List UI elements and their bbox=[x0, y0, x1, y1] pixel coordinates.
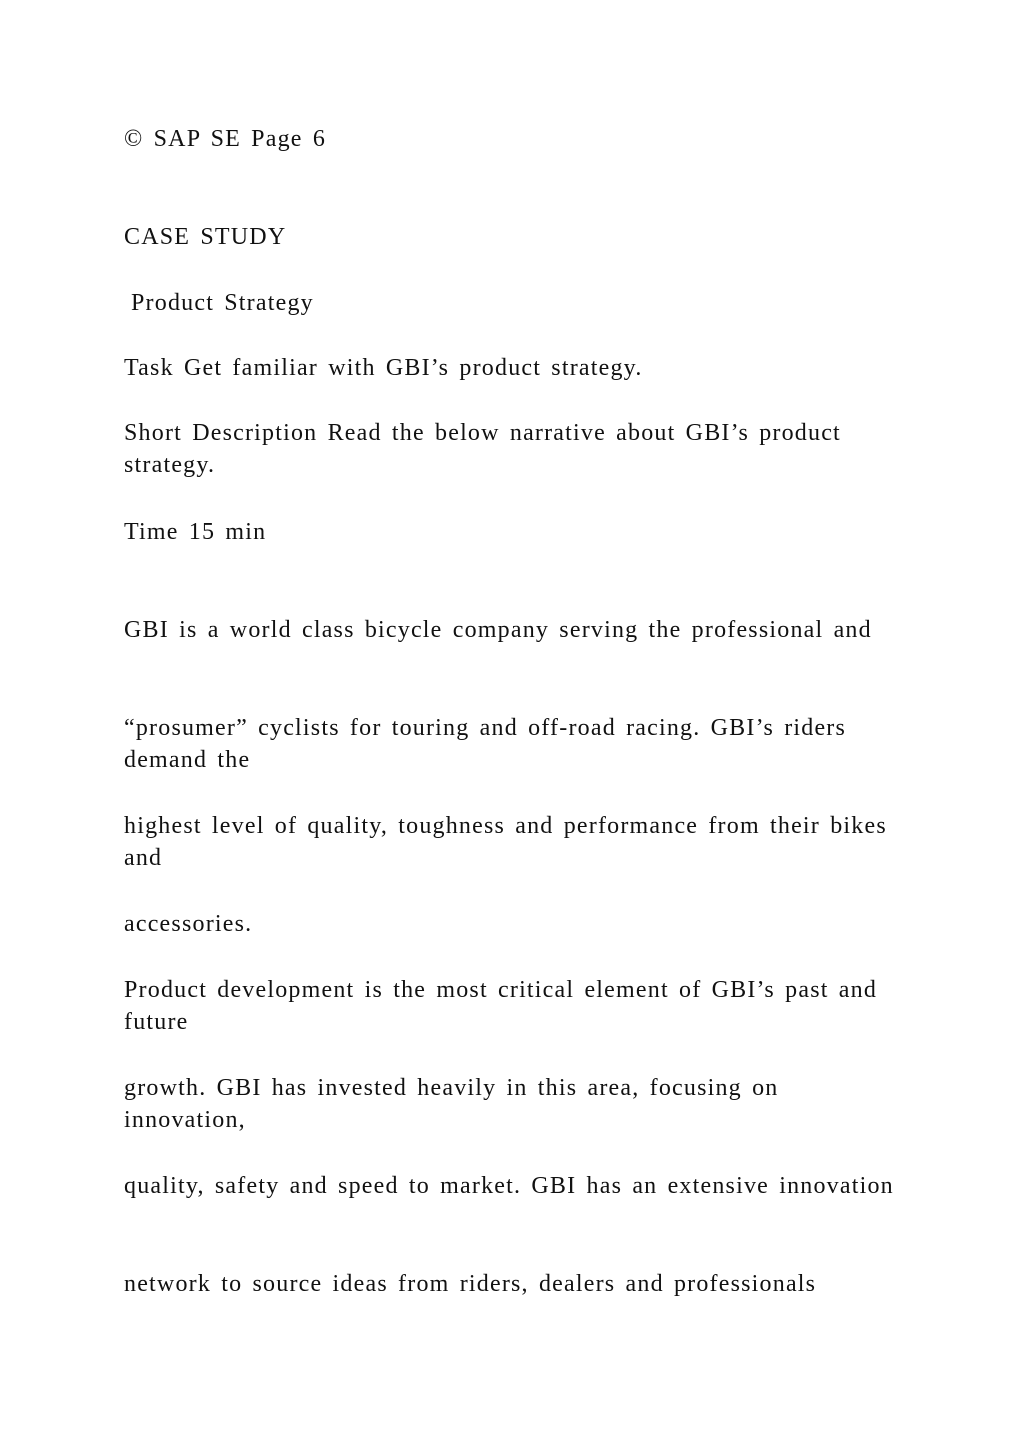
case-study-title: Product Strategy bbox=[131, 290, 314, 316]
copyright-header: © SAP SE Page 6 bbox=[124, 126, 327, 152]
short-description: Short Description Read the below narrative about GBI’s product strategy. bbox=[124, 420, 852, 478]
body-paragraph: network to source ideas from riders, dealers and professionals bbox=[124, 1271, 817, 1297]
body-paragraph: highest level of quality, toughness and performance from their bikes and bbox=[124, 813, 898, 871]
case-study-label: CASE STUDY bbox=[124, 224, 287, 250]
body-paragraph: accessories. bbox=[124, 911, 253, 937]
body-paragraph: growth. GBI has invested heavily in this area, focusing on innovation, bbox=[124, 1075, 789, 1133]
task-line: Task Get familiar with GBI’s product strategy. bbox=[124, 355, 643, 381]
body-paragraph: Product development is the most critical element of GBI’s past and future bbox=[124, 977, 888, 1035]
body-paragraph: “prosumer” cyclists for touring and off-road racing. GBI’s riders demand the bbox=[124, 715, 857, 773]
time-line: Time 15 min bbox=[124, 519, 267, 545]
body-paragraph: GBI is a world class bicycle company serving the professional and bbox=[124, 617, 872, 643]
body-paragraph: quality, safety and speed to market. GBI has an extensive innovation bbox=[124, 1173, 894, 1199]
